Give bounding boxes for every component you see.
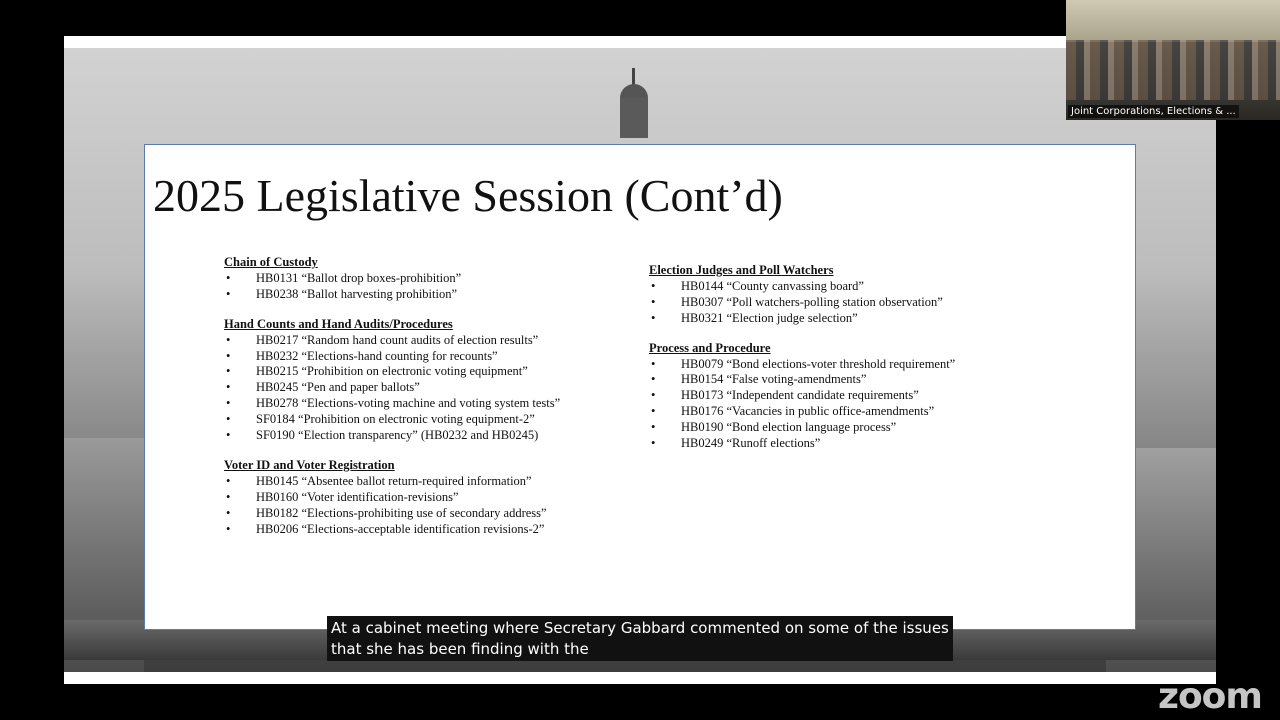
bullet-icon: • [651, 436, 656, 451]
video-audience [1066, 40, 1280, 100]
bill-text: HB0215 “Prohibition on electronic voting equipment” [256, 364, 528, 379]
bill-text: HB0176 “Vacancies in public office-amendments” [681, 404, 935, 419]
bill-list-item [224, 522, 644, 538]
bill-text: HB0160 “Voter identification-revisions” [256, 489, 459, 504]
bill-text: HB0182 “Elections-prohibiting use of secondary address” [256, 505, 547, 520]
bullet-icon: • [651, 310, 656, 325]
bullet-icon: • [226, 489, 231, 504]
bill-list [649, 357, 1069, 452]
bullet-icon: • [651, 404, 656, 419]
bill-text: HB0131 “Ballot drop boxes-prohibition” [256, 270, 462, 285]
zoom-watermark: zoom [1158, 676, 1262, 717]
participant-name-label: Joint Corporations, Elections & ... [1068, 105, 1239, 118]
bill-list-item [649, 372, 1069, 388]
bullet-icon: • [226, 521, 231, 536]
bullet-icon: • [651, 294, 656, 309]
bullet-icon: • [226, 270, 231, 285]
bill-text: HB0206 “Elections-acceptable identification revisions-2” [256, 521, 545, 536]
slide-title: 2025 Legislative Session (Cont’d) [153, 170, 783, 221]
bill-list-item [224, 396, 644, 412]
bill-text: SF0190 “Election transparency” (HB0232 and HB0245) [256, 428, 539, 443]
bill-list-item [649, 311, 1069, 327]
bullet-icon: • [226, 412, 231, 427]
bill-list-item [224, 506, 644, 522]
bill-text: HB0154 “False voting-amendments” [681, 372, 867, 387]
bullet-icon: • [651, 372, 656, 387]
bill-text: HB0238 “Ballot harvesting prohibition” [256, 286, 458, 301]
bill-list-item [649, 388, 1069, 404]
bill-list [224, 333, 644, 444]
bill-text: HB0245 “Pen and paper ballots” [256, 380, 420, 395]
bill-list-item [649, 279, 1069, 295]
bill-list-item [224, 412, 644, 428]
bullet-icon: • [226, 396, 231, 411]
left-column [224, 255, 644, 552]
bill-text: HB0307 “Poll watchers-polling station observation” [681, 294, 943, 309]
shared-screen [64, 36, 1262, 717]
bill-section [649, 263, 1069, 327]
presentation-slide [144, 144, 1136, 630]
bill-list-item [649, 295, 1069, 311]
bullet-icon: • [651, 388, 656, 403]
bill-list-item [649, 420, 1069, 436]
bullet-icon: • [226, 505, 231, 520]
bill-text: HB0190 “Bond election language process” [681, 420, 897, 435]
section-heading: Hand Counts and Hand Audits/Procedures [224, 316, 453, 331]
caption-line-2: that she has been finding with the [331, 640, 589, 658]
bill-list [224, 474, 644, 538]
bill-text: HB0145 “Absentee ballot return-required information” [256, 473, 532, 488]
bill-list-item [649, 436, 1069, 452]
bullet-icon: • [226, 286, 231, 301]
bullet-icon: • [226, 380, 231, 395]
bullet-icon: • [651, 356, 656, 371]
bill-list-item [224, 271, 644, 287]
section-heading: Election Judges and Poll Watchers [649, 263, 834, 277]
bill-list-item [224, 380, 644, 396]
bill-section [649, 341, 1069, 452]
bill-text: HB0173 “Independent candidate requirements” [681, 388, 919, 403]
bill-list-item [224, 364, 644, 380]
bill-text: HB0321 “Election judge selection” [681, 310, 858, 325]
bullet-icon: • [226, 348, 231, 363]
bullet-icon: • [226, 428, 231, 443]
bill-text: SF0184 “Prohibition on electronic voting equipment-2” [256, 412, 535, 427]
bill-text: HB0249 “Runoff elections” [681, 436, 821, 451]
bill-text: HB0079 “Bond elections-voter threshold requirement” [681, 356, 956, 371]
bill-text: HB0232 “Elections-hand counting for recounts” [256, 348, 498, 363]
bill-list-item [224, 333, 644, 349]
section-heading: Process and Procedure [649, 340, 771, 355]
caption-line-1: At a cabinet meeting where Secretary Gabbard commented on some of the issues [331, 619, 949, 637]
bullet-icon: • [651, 278, 656, 293]
bill-section [224, 458, 644, 538]
right-column [649, 263, 1069, 466]
bill-list [224, 271, 644, 303]
bill-list-item [224, 490, 644, 506]
bill-list-item [649, 404, 1069, 420]
participant-video-thumbnail[interactable] [1066, 0, 1280, 120]
video-room-wall [1066, 0, 1280, 42]
bill-list-item [649, 357, 1069, 373]
bullet-icon: • [226, 364, 231, 379]
bill-section [224, 255, 644, 303]
section-heading: Chain of Custody [224, 255, 318, 269]
bill-text: HB0144 “County canvassing board” [681, 278, 864, 293]
bullet-icon: • [651, 420, 656, 435]
bill-text: HB0217 “Random hand count audits of election results” [256, 332, 539, 347]
bullet-icon: • [226, 473, 231, 488]
bill-text: HB0278 “Elections-voting machine and voting system tests” [256, 396, 561, 411]
bill-list-item [224, 428, 644, 444]
bullet-icon: • [226, 332, 231, 347]
bill-list-item [224, 287, 644, 303]
bill-list-item [224, 349, 644, 365]
bill-section [224, 317, 644, 444]
bill-list-item [224, 474, 644, 490]
section-heading: Voter ID and Voter Registration [224, 457, 395, 472]
bill-list [649, 279, 1069, 327]
closed-caption [327, 616, 953, 661]
